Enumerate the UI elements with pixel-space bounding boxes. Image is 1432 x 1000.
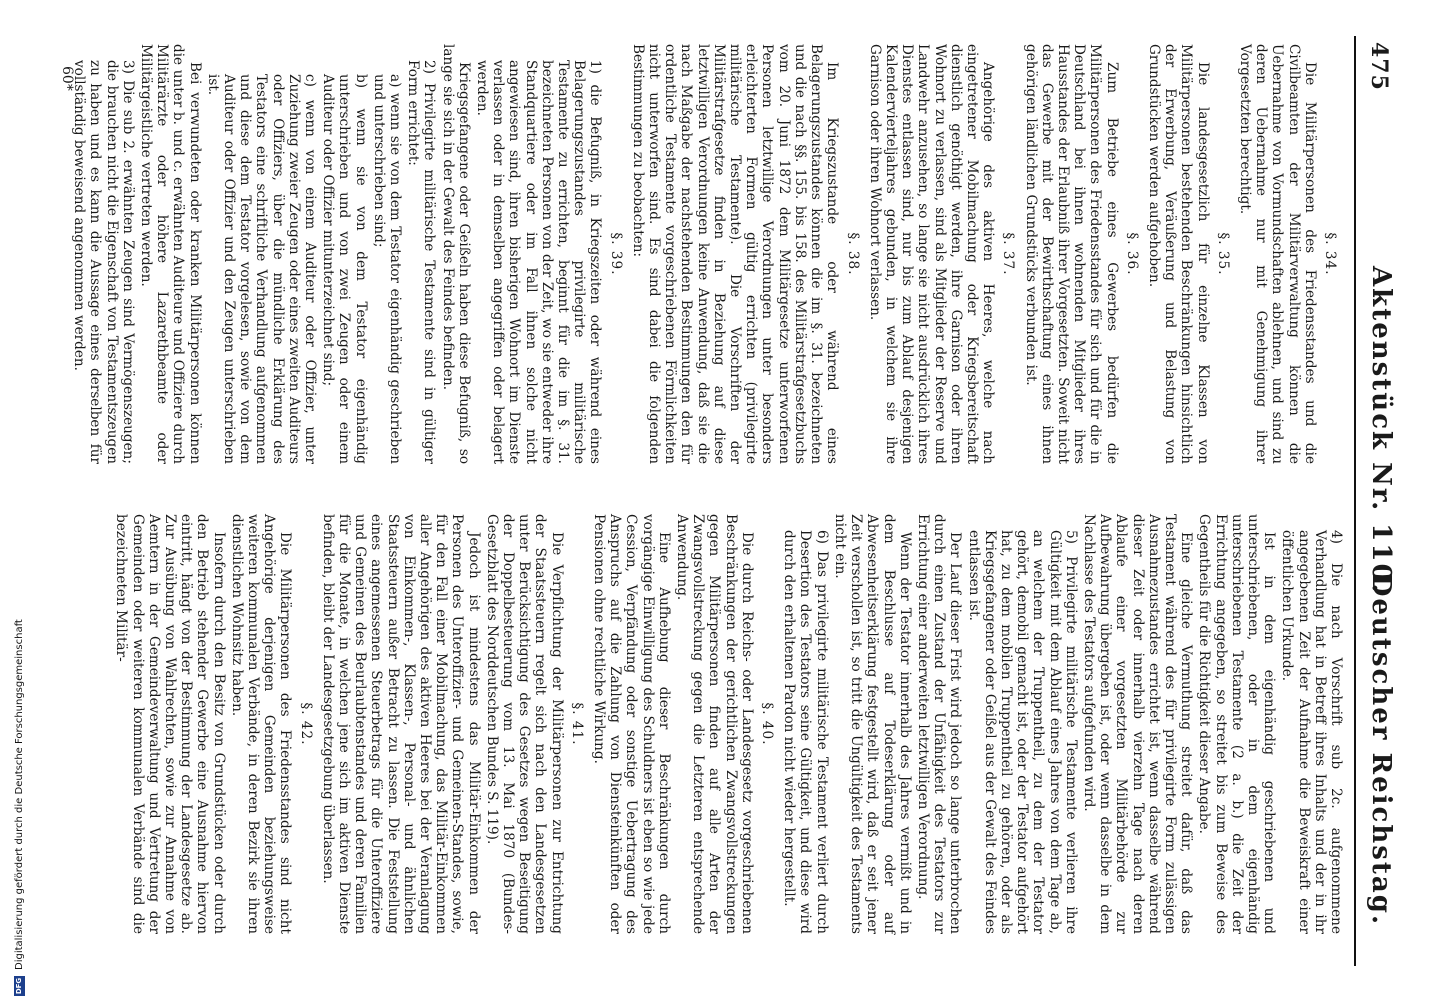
paragraph: Insofern durch den Besitz von Grundstücken oder durch den Betrieb stehender Gewerbe eine Ausnahme hiervon eintritt, hängt von der Bestimmung der Landesgesetze ab. Zur Ausübung von Wahlrechten, sowie zur Annahme von Aemtern in der Gemeindeverwaltung und Vertretung der Gemeinden oder weiteren kommunalen Verbände sind die bezeichneten Militär- bbox=[113, 514, 227, 934]
dfg-logo: DFG bbox=[15, 977, 23, 995]
paragraph: Eine Aufhebung dieser Beschränkungen durch vorgängige Einwilligung des Schuldners ist eben so wie jede Cession, Verpfändung oder sonstige Uebertragung des Anspruchs auf die Zahlung von Diensteinkünften oder Pensionen ohne rechtliche Wirkung. bbox=[591, 514, 672, 934]
numbered-item: 5) Privilegirte militärische Testamente verlieren ihre Gültigkeit mit dem Ablauf eines Jahres von dem Tage ab, an welchem der Truppentheil, zu dem der Testator gehört, demobil gemacht ist, oder der Testator aufgehört hat, zu dem mobilen Truppentheil zu gehören, oder als Kriegsgefangener oder Geißel aus der Gewalt des Feindes entlassen ist. bbox=[965, 530, 1079, 934]
signature-mark: 60* bbox=[59, 66, 75, 91]
sub-item: b) wenn sie von dem Testator eigenhändig unterschrieben und von zwei Zeugen oder einem Auditeur oder Offizier mitunterzeichnet sind; bbox=[320, 74, 369, 464]
section-heading: §. 38. bbox=[844, 232, 861, 276]
section-heading: §. 40. bbox=[759, 702, 776, 746]
paragraph: Bei verwundeten oder kranken Militärpersonen können die unter b. und c. erwähnten Auditeure und Offiziere durch Militärärzte oder höhere Lazarethbeamte oder Militärgeistliche vertreten werden. bbox=[137, 44, 203, 464]
numbered-item: 1) die Befugniß, in Kriegszeiten oder während eines Belagerungszustandes privilegirte militärische Testamente zu errichten, beginnt für die im §. 31. bezeichneten Personen von der Zeit, wo sie entweder ihre Standquartiere oder im Fall ihnen solche nicht angewiesen sind, ihren bisherigen Wohnort im Dienste verlassen oder in demselben angegriffen oder belagert werden. bbox=[474, 60, 604, 464]
document-page bbox=[30, 36, 1400, 966]
left-text-column bbox=[69, 44, 1344, 464]
paragraph: Der Lauf dieser Frist wird jedoch so lange unterbrochen durch einen Zustand der Unfähigkeit des Testators zur Errichtung einer anderweiten letztwilligen Verordnung. bbox=[914, 514, 964, 934]
paragraph: Im Kriegszustande oder während eines Belagerungszustandes können die im §. 31. bezeichneten und die nach §§. 155. bis 158. des Militärstrafgesetzbuchs vom 20. Juni 1872 dem Militärgesetze unterworfenen Personen letztwillige Verordnungen unter besonders erleichterten Formen gültig errichten (privilegirte militärische Testamente). Die Vorschriften der Militärstrafgesetze finden in Beziehung auf diese letztwilligen Verordnungen keine Anwendung, daß sie die nach Maßgabe der nachstehenden Bestimmungen den für ordentliche Testamente vorgeschriebenen Förmlichkeiten nicht unterworfen sind. Es sind dabei die folgenden Bestimmungen zu beobachten: bbox=[629, 44, 841, 464]
section-heading: §. 41. bbox=[568, 702, 585, 746]
paragraph: Zum Betriebe eines Gewerbes bedürfen die Militärpersonen des Friedensstandes für sich und für die in Deutschland bei ihnen wohnenden Mitglieder ihres Hausstandes der Erlaubniß ihrer Vorgesetzten. Soweit nicht das Gewerbe mit der Bewirthschaftung eines ihnen gehörigen ländlichen Grundstücks verbunden ist. bbox=[1022, 44, 1120, 464]
digitization-attribution bbox=[14, 619, 25, 996]
paragraph: Die Militärpersonen des Friedensstandes und die Civilbeamten der Militärverwaltung können die Uebernahme von Vormundschaften ablehnen, und sind zu deren Uebernahme nur mit Genehmigung ihrer Vorgesetzten berechtigt. bbox=[1236, 44, 1318, 464]
paragraph: Die Militärpersonen des Friedensstandes sind nicht Angehörige derjenigen Gemeinden beziehungsweise weiteren kommunalen Verbände, in deren Bezirk sie ihren dienstlichen Wohnsitz haben. bbox=[228, 514, 294, 934]
paragraph: Eine gleiche Vermuthung streitet dafür, daß das Testament während des für privilegirte Form zulässigen Ausnahmezustandes errichtet ist, wenn dasselbe während dieser Zeit oder innerhalb vierzehn Tage nach deren Ablaufe einer vorgesetzten Militärbehörde zur Aufbewahrung übergeben ist, oder wenn dasselbe in dem Nachlasse des Testators aufgefunden wird. bbox=[1080, 514, 1195, 934]
numbered-item: 2) Privilegirte militärische Testamente sind in gültiger Form errichtet: bbox=[405, 60, 438, 464]
running-title: Deutscher Reichstag. bbox=[1366, 573, 1396, 926]
paragraph: Kriegsgefangene oder Geißeln haben diese Befugniß, so lange sie sich in der Gewalt des Feindes befinden. bbox=[439, 44, 472, 464]
section-heading: §. 42. bbox=[297, 702, 314, 746]
section-heading: §. 35. bbox=[1214, 232, 1231, 276]
paragraph: Die Verpflichtung der Militärpersonen zur Entrichtung der Staatssteuern regelt sich nach den Landesgesetzen unter Berücksichtigung des Gesetzes wegen Beseitigung der Doppelbesteuerung vom 13. Mai 1870 (Bundes-Gesetzblatt des Norddeutschen Bundes S. 119). bbox=[483, 514, 565, 934]
attribution-text: Digitalisierung gefördert durch die Deutsche Forschungsgemeinschaft bbox=[14, 619, 25, 970]
numbered-item: 4) Die nach Vorschrift sub 2c. aufgenommene Verhandlung hat in Betreff ihres Inhalts und der in ihr angegebenen Zeit der Aufnahme die Beweiskraft einer öffentlichen Urkunde. bbox=[1279, 530, 1344, 934]
document-reference: Aktenstück Nr. 110. bbox=[1366, 266, 1396, 595]
paragraph: Die durch Reichs- oder Landesgesetz vorgeschriebenen Beschränkungen der gerichtlichen Zwangsvollstreckungen gegen Militärpersonen finden auf alle Arten der Zwangsvollstreckung gegen die Letzteren entsprechende Anwendung. bbox=[674, 514, 755, 934]
paragraph: Jedoch ist mindestens das Militär-Einkommen der Personen des Unteroffizier- und Gemeinen-Standes, sowie, für den Fall einer Mobilmachung, das Militär-Einkommen aller Angehörigen des aktiven Heeres bei der Veranlagung von Einkommen-, Klassen-, Personal- und ähnlichen Staatssteuern außer Betracht zu lassen. Die Feststellung eines angemessenen Steuerbetrags für die Unteroffiziere und Gemeinen des Beurlaubtenstandes und deren Familien für die Monate, in welchen jene sich im aktiven Dienste befinden, bleibt der Landesgesetzgebung überlassen. bbox=[319, 514, 482, 934]
sub-item: a) wenn sie von dem Testator eigenhändig geschrieben und unterschrieben sind; bbox=[370, 74, 404, 464]
right-text-column bbox=[111, 514, 1344, 934]
paragraph: Ist in dem eigenhändig geschriebenen und unterschriebenen, oder in dem eigenhändig unterschriebenen Testamente (2 a. b.) die Zeit der Errichtung angegeben, so streitet bis zum Beweise des Gegentheils für die Richtigkeit dieser Angabe. bbox=[1196, 514, 1278, 934]
paragraph: Die landesgesetzlich für einzelne Klassen von Militärpersonen bestehenden Beschränkungen hinsichtlich der Erwerbung, Veräußerung und Belastung von Grundstücken werden aufgehoben. bbox=[1145, 44, 1211, 464]
page-header bbox=[1354, 36, 1400, 966]
paragraph: Wenn der Testator innerhalb des Jahres vermißt und in dem Beschlusse auf Todeserklärung oder auf Abwesenheitserklärung festgestellt wird, daß er seit jener Zeit verschollen ist, so tritt die Ungültigkeit des Testaments nicht ein. bbox=[831, 514, 913, 934]
numbered-item: 6) Das privilegirte militärische Testament verliert durch Desertion des Testators seine Gültigkeit, und diese wird durch den erhaltenen Pardon nicht wieder hergestellt. bbox=[781, 530, 830, 934]
section-heading: §. 34. bbox=[1322, 232, 1338, 276]
sub-item: c) wenn von einem Auditeur oder Offizier, unter Zuziehung zweier Zeugen oder eines zweiten Auditeurs oder Offiziers, über die mündliche Erklärung des Testators eine schriftliche Verhandlung aufgenommen und diese dem Testator vorgelesen, sowie von dem Auditeur oder Offizier und den Zeugen unterschrieben ist. bbox=[204, 74, 319, 464]
numbered-item: 3) Die sub 2. erwähnten Zeugen sind Vermögenszeugen; die brauchen nicht die Eigenschaft von Testamentszeugen zu haben und es kann die Aussage eines derselben für vollständig beweisend angenommen werden. bbox=[71, 60, 136, 464]
page-number: 475 bbox=[1366, 42, 1392, 91]
paragraph: Angehörige des aktiven Heeres, welche nach eingetretener Mobilmachung oder Kriegsbereitschaft dienstlich genöthigt werden, ihre Garnison oder ihren Wohnort zu verlassen, sind als Mitglieder der Reserve und Landwehr anzusehen, so lange sie nicht ausdrücklich ihres Dienstes entlassen sind, nur bis zum Ablauf desjenigen Kalendervierteljahres gebunden, in welchem sie ihre Garnison oder ihren Wohnort verlassen. bbox=[866, 44, 997, 464]
section-heading: §. 39. bbox=[607, 232, 624, 276]
section-heading: §. 37. bbox=[1000, 232, 1017, 276]
section-heading: §. 36. bbox=[1123, 232, 1140, 276]
